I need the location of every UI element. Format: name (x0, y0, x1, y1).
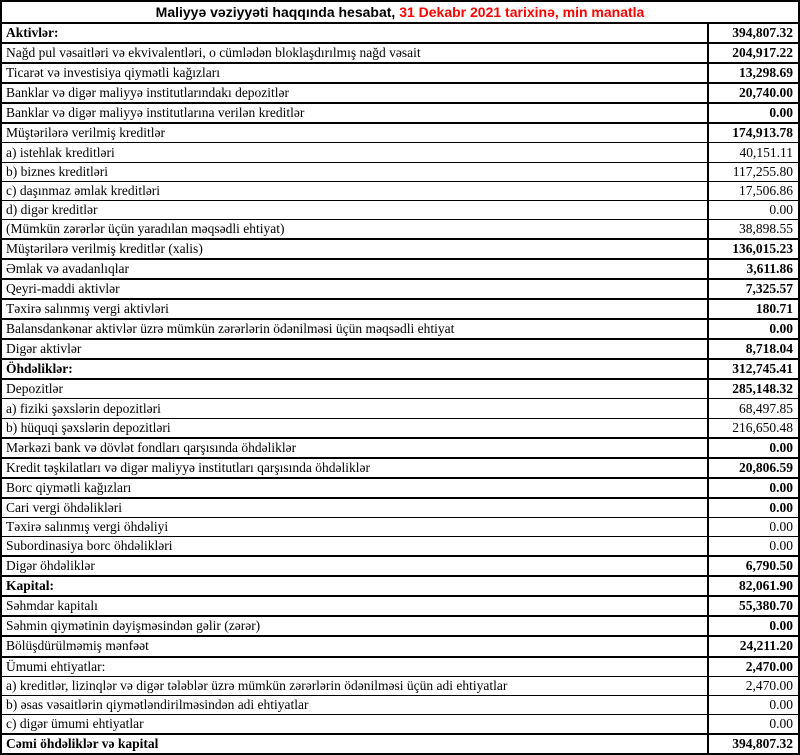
row-label: Qeyri-maddi aktivlər (6, 281, 120, 297)
table-row (2, 280, 798, 300)
row-value: 180.71 (707, 300, 798, 318)
row-label: Müştərilərə verilmiş kreditlər (xalis) (6, 240, 203, 256)
table-row (2, 240, 798, 260)
row-value: 285,148.32 (707, 380, 798, 398)
row-label: a) istehlak kreditləri (6, 144, 115, 160)
table-row (2, 537, 798, 557)
row-value: 0.00 (707, 518, 798, 536)
table-body (2, 24, 798, 753)
row-value: 17,506.86 (707, 182, 798, 200)
row-label: Aktivlər: (6, 25, 59, 41)
row-label: c) daşınmaz əmlak kreditləri (6, 182, 161, 198)
table-row (2, 380, 798, 399)
row-label: Bölüşdürülməmiş mənfəət (6, 638, 149, 654)
row-value: 6,790.50 (707, 557, 798, 575)
row-label: b) hüquqi şəxslərin depozitləri (6, 419, 171, 435)
row-label: c) digər ümumi ehtiyatlar (6, 715, 144, 731)
row-value: 0.00 (707, 537, 798, 555)
row-label: Kredit təşkilatları və digər maliyyə institutları qarşısında öhdəliklər (6, 459, 371, 475)
row-label: Cəmi öhdəliklər və kapital (6, 735, 159, 751)
row-label: Banklar və digər maliyyə institutlarına verilən kreditlər (6, 105, 305, 121)
row-value: 0.00 (707, 696, 798, 714)
row-label: Banklar və digər maliyyə institutlarındakı depozitlər (6, 85, 290, 101)
row-label: Digər öhdəliklər (6, 558, 95, 574)
table-row (2, 658, 798, 677)
row-value: 136,015.23 (707, 240, 798, 258)
row-label: Müştərilərə verilmiş kreditlər (6, 125, 165, 141)
row-value: 20,740.00 (707, 84, 798, 102)
row-value: 55,380.70 (707, 597, 798, 615)
table-title-date: 31 Dekabr 2021 tarixinə, min manatla (399, 4, 645, 20)
table-row (2, 677, 798, 696)
table-row (2, 419, 798, 439)
row-value: 24,211.20 (707, 637, 798, 655)
table-row (2, 124, 798, 143)
row-label: Kapital: (6, 578, 55, 594)
row-label: Digər aktivlər (6, 341, 82, 357)
row-value: 204,917.22 (707, 44, 798, 62)
table-row (2, 637, 798, 657)
row-value: 394,807.32 (707, 24, 798, 42)
table-row (2, 64, 798, 84)
table-title-text: Maliyyə vəziyyəti haqqında hesabat, (155, 4, 396, 20)
table-row (2, 479, 798, 499)
row-value: 40,151.11 (707, 143, 798, 161)
row-value: 13,298.69 (707, 64, 798, 82)
table-title (2, 2, 798, 24)
row-value: 0.00 (707, 320, 798, 338)
row-label: a) fiziki şəxslərin depozitləri (6, 400, 161, 416)
table-row (2, 499, 798, 518)
table-row (2, 320, 798, 340)
row-value: 312,745.41 (707, 360, 798, 378)
row-value: 38,898.55 (707, 220, 798, 238)
table-row (2, 300, 798, 320)
row-value: 7,325.57 (707, 280, 798, 298)
row-label: (Mümkün zərərlər üçün yaradılan məqsədli ehtiyat) (6, 220, 285, 236)
row-value: 68,497.85 (707, 399, 798, 417)
row-label: Nağd pul vəsaitləri və ekvivalentləri, o cümlədən bloklaşdırılmış nağd vəsait (6, 45, 421, 61)
table-row (2, 557, 798, 577)
row-label: Ticarət və investisiya qiymətli kağızları (6, 65, 220, 81)
row-label: Mərkəzi bank və dövlət fondları qarşısında öhdəliklər (6, 439, 297, 455)
table-row (2, 459, 798, 479)
row-value: 0.00 (707, 715, 798, 733)
row-value: 117,255.80 (707, 163, 798, 181)
table-row (2, 577, 798, 597)
row-label: d) digər kreditlər (6, 201, 98, 217)
table-row (2, 360, 798, 380)
row-label: Təxirə salınmış vergi öhdəliyi (6, 518, 169, 534)
row-value: 0.00 (707, 617, 798, 635)
table-row (2, 44, 798, 64)
table-row (2, 84, 798, 104)
table-row (2, 201, 798, 220)
table-row (2, 518, 798, 537)
table-row (2, 24, 798, 44)
table-row (2, 340, 798, 360)
table-row (2, 696, 798, 715)
table-row (2, 182, 798, 201)
row-value: 8,718.04 (707, 340, 798, 358)
table-row (2, 260, 798, 280)
row-label: Təxirə salınmış vergi aktivləri (6, 301, 169, 317)
row-label: b) biznes kreditləri (6, 163, 108, 179)
table-row (2, 715, 798, 735)
row-value: 20,806.59 (707, 459, 798, 477)
row-value: 82,061.90 (707, 577, 798, 595)
row-label: Borc qiymətli kağızları (6, 479, 132, 495)
row-value: 3,611.86 (707, 260, 798, 278)
row-label: Əmlak və avadanlıqlar (6, 260, 129, 276)
table-row (2, 143, 798, 162)
table-row (2, 439, 798, 459)
table-row (2, 220, 798, 240)
row-label: Depozitlər (6, 381, 63, 397)
row-value: 0.00 (707, 439, 798, 457)
row-label: Səhmdar kapitalı (6, 598, 98, 614)
row-label: b) əsas vəsaitlərin qiymətləndirilməsindən adi ehtiyatlar (6, 696, 309, 712)
row-value: 0.00 (707, 201, 798, 219)
row-value: 0.00 (707, 479, 798, 497)
row-value: 0.00 (707, 499, 798, 517)
row-label: Balansdankənar aktivlər üzrə mümkün zərərlərin ödənilməsi üçün məqsədli ehtiyat (6, 321, 455, 337)
row-value: 2,470.00 (707, 658, 798, 676)
row-label: Səhmin qiymətinin dəyişməsindən gəlir (zərər) (6, 618, 261, 634)
table-row (2, 617, 798, 637)
row-value: 2,470.00 (707, 677, 798, 695)
row-label: Ümumi ehtiyatlar: (6, 658, 106, 674)
row-label: Cari vergi öhdəlikləri (6, 499, 122, 515)
row-value: 0.00 (707, 104, 798, 122)
table-row (2, 104, 798, 124)
row-label: Subordinasiya borc öhdəlikləri (6, 538, 173, 554)
row-value: 174,913.78 (707, 124, 798, 142)
table-row (2, 399, 798, 418)
row-value: 394,807.32 (707, 735, 798, 753)
row-label: Öhdəliklər: (6, 361, 73, 377)
table-row (2, 163, 798, 182)
table-row (2, 735, 798, 753)
table-row (2, 597, 798, 617)
row-label: a) kreditlər, lizinqlər və digər tələblər üzrə mümkün zərərlərin ödənilməsi üçün adi ehtiyatlar (6, 677, 508, 693)
row-value: 216,650.48 (707, 419, 798, 437)
